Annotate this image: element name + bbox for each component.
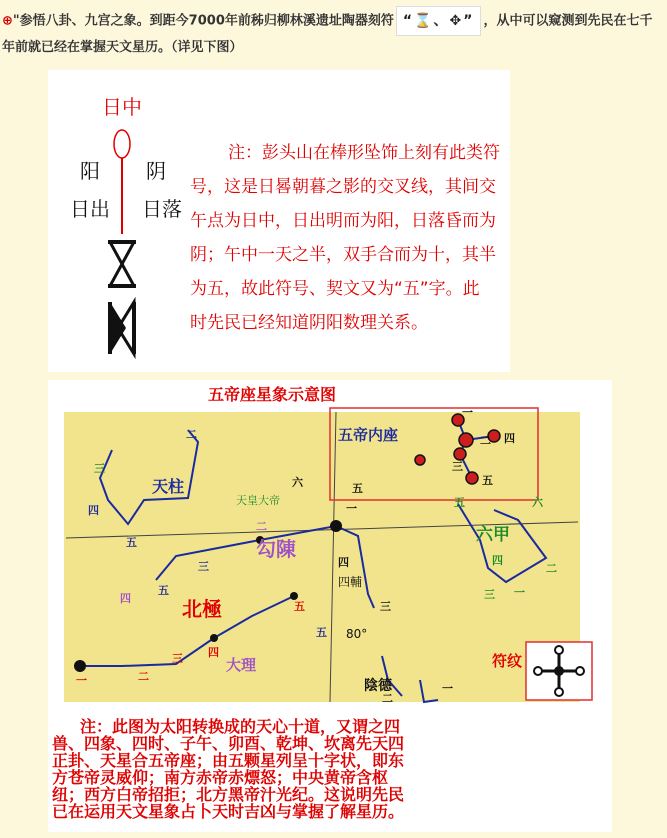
figure2-note-line: 正卦、天星合五帝座；由五颗星列呈十字状，即东 bbox=[52, 751, 405, 770]
numeral: 一 bbox=[442, 682, 453, 695]
figure-five-emperors-star-map bbox=[48, 380, 612, 832]
numeral: 一 bbox=[76, 674, 87, 687]
label-yin: 阴 bbox=[146, 159, 166, 183]
label-sunrise: 日出 bbox=[70, 197, 110, 221]
numeral: 二 bbox=[546, 562, 557, 575]
label-gouchen: 勾陳 bbox=[256, 537, 296, 561]
numeral: 五 bbox=[482, 474, 493, 487]
numeral: 三 bbox=[94, 462, 105, 475]
figure2-note-line: 注：此图为太阳转换成的天心十道，又谓之四 bbox=[80, 717, 401, 736]
intro-paragraph bbox=[2, 6, 665, 60]
numeral: 四 bbox=[120, 592, 131, 605]
label-yinde: 陰德 bbox=[364, 678, 392, 694]
numeral: 六 bbox=[532, 496, 543, 509]
numeral: 二 bbox=[138, 670, 149, 683]
numeral: 五 bbox=[316, 626, 327, 639]
label-yang: 阳 bbox=[80, 159, 100, 183]
intro-text-before: "参悟八卦、九宫之象。到距今7000年前秭归柳林溪遗址陶器刻符 bbox=[12, 13, 394, 29]
label-fuwen: 符纹 bbox=[492, 652, 523, 670]
figure1-note-line: 阴；午中一天之半，双手合而为十，其半 bbox=[190, 245, 496, 265]
numeral: 二 bbox=[382, 692, 393, 705]
intro-text-after: ，从中可以窥测到先民在七千年前就已经在掌握天文星历。（详见下图） bbox=[2, 13, 653, 55]
label-sunset: 日落 bbox=[142, 197, 182, 221]
numeral: 一 bbox=[462, 406, 473, 419]
figure2-note-line: 纽；西方白帝招拒；北方黑帝汁光纪。这说明先民 bbox=[52, 785, 405, 804]
numeral: 六 bbox=[292, 476, 303, 489]
figure1-note-line: 午点为日中，日出明而为阳，日落昏而为 bbox=[190, 211, 496, 231]
numeral: 一 bbox=[346, 502, 357, 515]
label-tianhuang: 天皇大帝 bbox=[236, 494, 280, 507]
numeral: 三 bbox=[452, 460, 463, 473]
figure2-note-line: 已在运用天文星象占卜天时吉凶与掌握了解星历。 bbox=[52, 802, 405, 821]
figure2-note bbox=[52, 717, 404, 821]
numeral: 四 bbox=[88, 504, 99, 517]
numeral: 五 bbox=[352, 482, 363, 495]
fuwen-symbol bbox=[526, 642, 592, 700]
star-map-title: 五帝座星象示意图 bbox=[207, 385, 337, 404]
numeral: 四 bbox=[338, 556, 349, 569]
sundial-diagram bbox=[48, 70, 510, 372]
numeral: 五 bbox=[294, 600, 305, 613]
hourglass-outline-symbol bbox=[108, 242, 136, 286]
numeral: 二 bbox=[256, 520, 267, 533]
label-noon: 日中 bbox=[102, 95, 142, 119]
numeral: 三 bbox=[380, 600, 391, 613]
circled-cross-icon: ⊕ bbox=[2, 13, 13, 29]
figure1-note bbox=[190, 143, 500, 333]
label-tianzhu: 天柱 bbox=[152, 477, 185, 496]
label-beiji: 北極 bbox=[182, 597, 222, 621]
figure1-note-line: 时先民已经知道阴阳数理关系。 bbox=[190, 313, 428, 333]
numeral: 三 bbox=[484, 588, 495, 601]
figure1-note-line: 号，这是日晷朝暮之影的交叉线，其间交 bbox=[190, 177, 496, 197]
numeral: 三 bbox=[172, 652, 183, 665]
numeral: 四 bbox=[208, 646, 219, 659]
bowtie-solid-symbol bbox=[110, 302, 134, 354]
figure1-note-line: 注：彭头山在棒形坠饰上刻有此类符 bbox=[228, 143, 500, 163]
label-dali: 大理 bbox=[226, 656, 257, 674]
numeral: 五 bbox=[454, 496, 465, 509]
star-map-diagram bbox=[48, 380, 612, 832]
figure1-note-line: 为五，故此符号、契文又为“五”字。此 bbox=[190, 279, 480, 299]
numeral: 五 bbox=[158, 584, 169, 597]
numeral: 二 bbox=[480, 434, 491, 447]
figure-sundial-symbol bbox=[48, 70, 510, 372]
inner-seat-label: 五帝内座 bbox=[338, 426, 399, 444]
label-liujia: 六甲 bbox=[476, 525, 510, 545]
numeral: 四 bbox=[492, 554, 503, 567]
numeral: 三 bbox=[198, 560, 209, 573]
numeral: 五 bbox=[126, 536, 137, 549]
numeral: 二 bbox=[186, 428, 197, 441]
inline-glyphs: “⌛、✥” bbox=[396, 6, 482, 36]
label-80-deg: 80° bbox=[346, 627, 368, 641]
numeral: 一 bbox=[514, 586, 525, 599]
noon-ring bbox=[114, 130, 130, 158]
figure2-note-line: 兽、四象、四时、子午、卯酉、乾坤、坎离先天四 bbox=[52, 734, 405, 753]
numeral: 四 bbox=[504, 432, 515, 445]
label-sifu: 四輔 bbox=[338, 575, 363, 589]
figure2-note-line: 方苍帝灵威仰；南方赤帝赤熛怒；中央黄帝含枢 bbox=[52, 768, 389, 787]
